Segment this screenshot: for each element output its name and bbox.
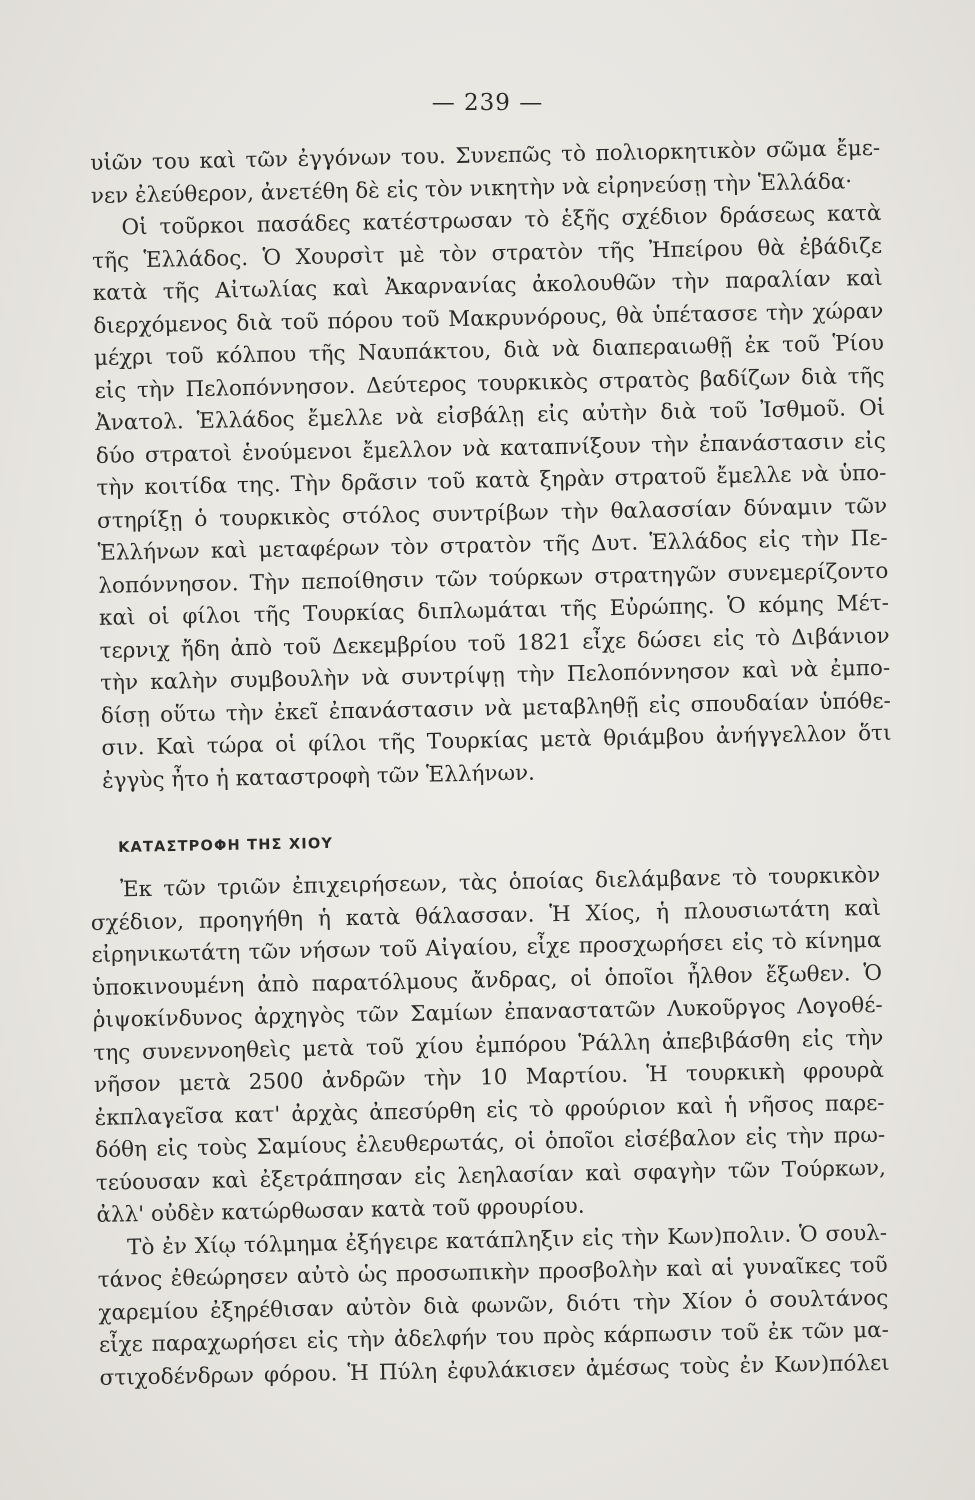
text-line: τῆς Ἑλλάδος. Ὁ Χουρσὶτ μὲ τὸν στρατὸν τῆς Ἠπείρου θὰ ἐβάδιζε <box>91 233 883 274</box>
text-line: ἐκπλαγεῖσα κατ' ἀρχὰς ἀπεσύρθη εἰς τὸ φρούριον καὶ ἡ νῆσος παρε- <box>94 1090 885 1131</box>
text-line: διερχόμενος διὰ τοῦ πόρου τοῦ Μακρυνόρους, θὰ ὑπέτασσε τὴν χώραν <box>93 298 884 339</box>
text-line: υἱῶν του καὶ τῶν ἐγγόνων του. Συνεπῶς τὸ πολιορκητικὸν σῶμα ἔμε- <box>90 135 881 176</box>
text-line: ῥιψοκίνδυνος ἀρχηγὸς τῶν Σαμίων ἐπαναστατῶν Λυκοῦργος Λογοθέ- <box>92 992 883 1033</box>
text-line: Οἱ τοῦρκοι πασάδες κατέστρωσαν τὸ ἑξῆς σχέδιον δράσεως κατὰ <box>121 200 882 241</box>
text-line: νῆσον μετὰ 2500 ἀνδρῶν τὴν 10 Μαρτίου. Ἡ τουρκικὴ φρουρὰ <box>93 1057 885 1098</box>
text-line: στιχοδένδρων φόρου. Ἡ Πύλη ἐφυλάκισεν ἀμέσως τοὺς ἐν Κων)πόλει <box>99 1350 890 1391</box>
text-line: Ἐκ τῶν τριῶν ἐπιχειρήσεων, τὰς ὁποίας διελάμβανε τὸ τουρκικὸν <box>120 862 881 903</box>
text-line: τὴν κοιτίδα της. Τὴν δρᾶσιν τοῦ κατὰ ξηρὰν στρατοῦ ἔμελλε νὰ ὑπο- <box>96 460 887 501</box>
text-line: τάνος ἐθεώρησεν αὐτὸ ὡς προσωπικὴν προσβολὴν καὶ αἱ γυναῖκες τοῦ <box>97 1252 888 1293</box>
text-line: σιν. Καὶ τώρα οἱ φίλοι τῆς Τουρκίας μετὰ θριάμβου ἀνήγγελλον ὅτι <box>101 720 892 761</box>
text-line: χαρεμίου ἐξηρέθισαν αὐτὸν διὰ φωνῶν, διότι τὴν Χίον ὁ σουλτάνος <box>98 1285 889 1326</box>
paragraph-block-2 <box>90 860 890 1395</box>
text-line: στηρίξῃ ὁ τουρκικὸς στόλος συντρίβων τὴν θαλασσίαν δύναμιν τῶν <box>96 493 888 534</box>
text-line: ἐγγὺς ἦτο ἡ καταστροφὴ τῶν Ἑλλήνων. <box>101 760 536 794</box>
text-line: δόθη εἰς τοὺς Σαμίους ἐλευθερωτάς, οἱ ὁποῖοι εἰσέβαλον εἰς τὴν πρω- <box>95 1122 886 1163</box>
text-line: Τὸ ἐν Χίῳ τόλμημα ἐξήγειρε κατάπληξιν εἰς τὴν Κων)πολιν. Ὁ σουλ- <box>126 1220 888 1260</box>
text-line: της συνεννοηθεὶς μετὰ τοῦ χίου ἐμπόρου Ῥάλλη ἀπεβιβάσθη εἰς τὴν <box>93 1025 884 1066</box>
text-line: Ἑλλήνων καὶ μεταφέρων τὸν στρατὸν τῆς Δυτ. Ἑλλάδος εἰς τὴν Πε- <box>97 525 888 566</box>
text-line: εἰς τὴν Πελοπόννησον. Δεύτερος τουρκικὸς στρατὸς βαδίζων διὰ τῆς <box>94 363 885 404</box>
text-line: εἰρηνικωτάτη τῶν νήσων τοῦ Αἰγαίου, εἶχε προσχωρήσει εἰς τὸ κίνημα <box>91 927 882 968</box>
text-line: καὶ οἱ φίλοι τῆς Τουρκίας διπλωμάται τῆς Εὐρώπης. Ὁ κόμης Μέτ- <box>98 590 890 631</box>
text-line: Ἀνατολ. Ἑλλάδος ἔμελλε νὰ εἰσβάλῃ εἰς αὐτὴν διὰ τοῦ Ἰσθμοῦ. Οἱ <box>95 395 886 436</box>
text-line: ὑποκινουμένη ἀπὸ παρατόλμους ἄνδρας, οἱ ὁποῖοι ἦλθον ἔξωθεν. Ὁ <box>91 960 883 1001</box>
text-line: δύο στρατοὶ ἑνούμενοι ἔμελλον νὰ καταπνίξουν τὴν ἐπανάστασιν εἰς <box>95 428 887 469</box>
text-line: ἀλλ' οὐδὲν κατώρθωσαν κατὰ τοῦ φρουρίου. <box>96 1193 585 1228</box>
paragraph-block-1 <box>90 133 892 798</box>
text-line: σχέδιον, προηγήθη ἡ κατὰ θάλασσαν. Ἡ Χίος, ἡ πλουσιωτάτη καὶ <box>90 895 882 936</box>
text-line: λοπόννησον. Τὴν πεποίθησιν τῶν τούρκων στρατηγῶν συνεμερίζοντο <box>98 558 889 599</box>
text-line: τεύουσαν καὶ ἐξετράπησαν εἰς λεηλασίαν καὶ σφαγὴν τῶν Τούρκων, <box>95 1155 887 1196</box>
text-line: δίσῃ οὕτω τὴν ἐκεῖ ἐπανάστασιν νὰ μεταβληθῇ εἰς σπουδαίαν ὑπόθε- <box>100 688 891 729</box>
text-line: τερνιχ ἤδη ἀπὸ τοῦ Δεκεμβρίου τοῦ 1821 εἶχε δώσει εἰς τὸ Διβάνιον <box>99 623 890 664</box>
text-line: τὴν καλὴν συμβουλὴν νὰ συντρίψῃ τὴν Πελοπόννησον καὶ νὰ ἐμπο- <box>100 655 891 696</box>
text-line: νεν ἐλεύθερον, ἀνετέθη δὲ εἰς τὸν νικητὴν νὰ εἰρηνεύσῃ τὴν Ἑλλάδα· <box>90 168 853 209</box>
text-line: μέχρι τοῦ κόλπου τῆς Ναυπάκτου, διὰ νὰ διαπεραιωθῇ ἐκ τοῦ Ῥίου <box>93 330 885 371</box>
page-number: — 239 — <box>431 90 544 116</box>
text-line: κατὰ τῆς Αἰτωλίας καὶ Ἀκαρνανίας ἀκολουθῶν τὴν παραλίαν καὶ <box>92 265 883 306</box>
text-line: εἶχε παραχωρήσει εἰς τὴν ἀδελφήν του πρὸς κάρπωσιν τοῦ ἐκ τῶν μα- <box>98 1317 890 1358</box>
section-heading: ΚΑΤΑΣΤΡΟΦΗ ΤΗΣ ΧΙΟΥ <box>118 835 334 856</box>
